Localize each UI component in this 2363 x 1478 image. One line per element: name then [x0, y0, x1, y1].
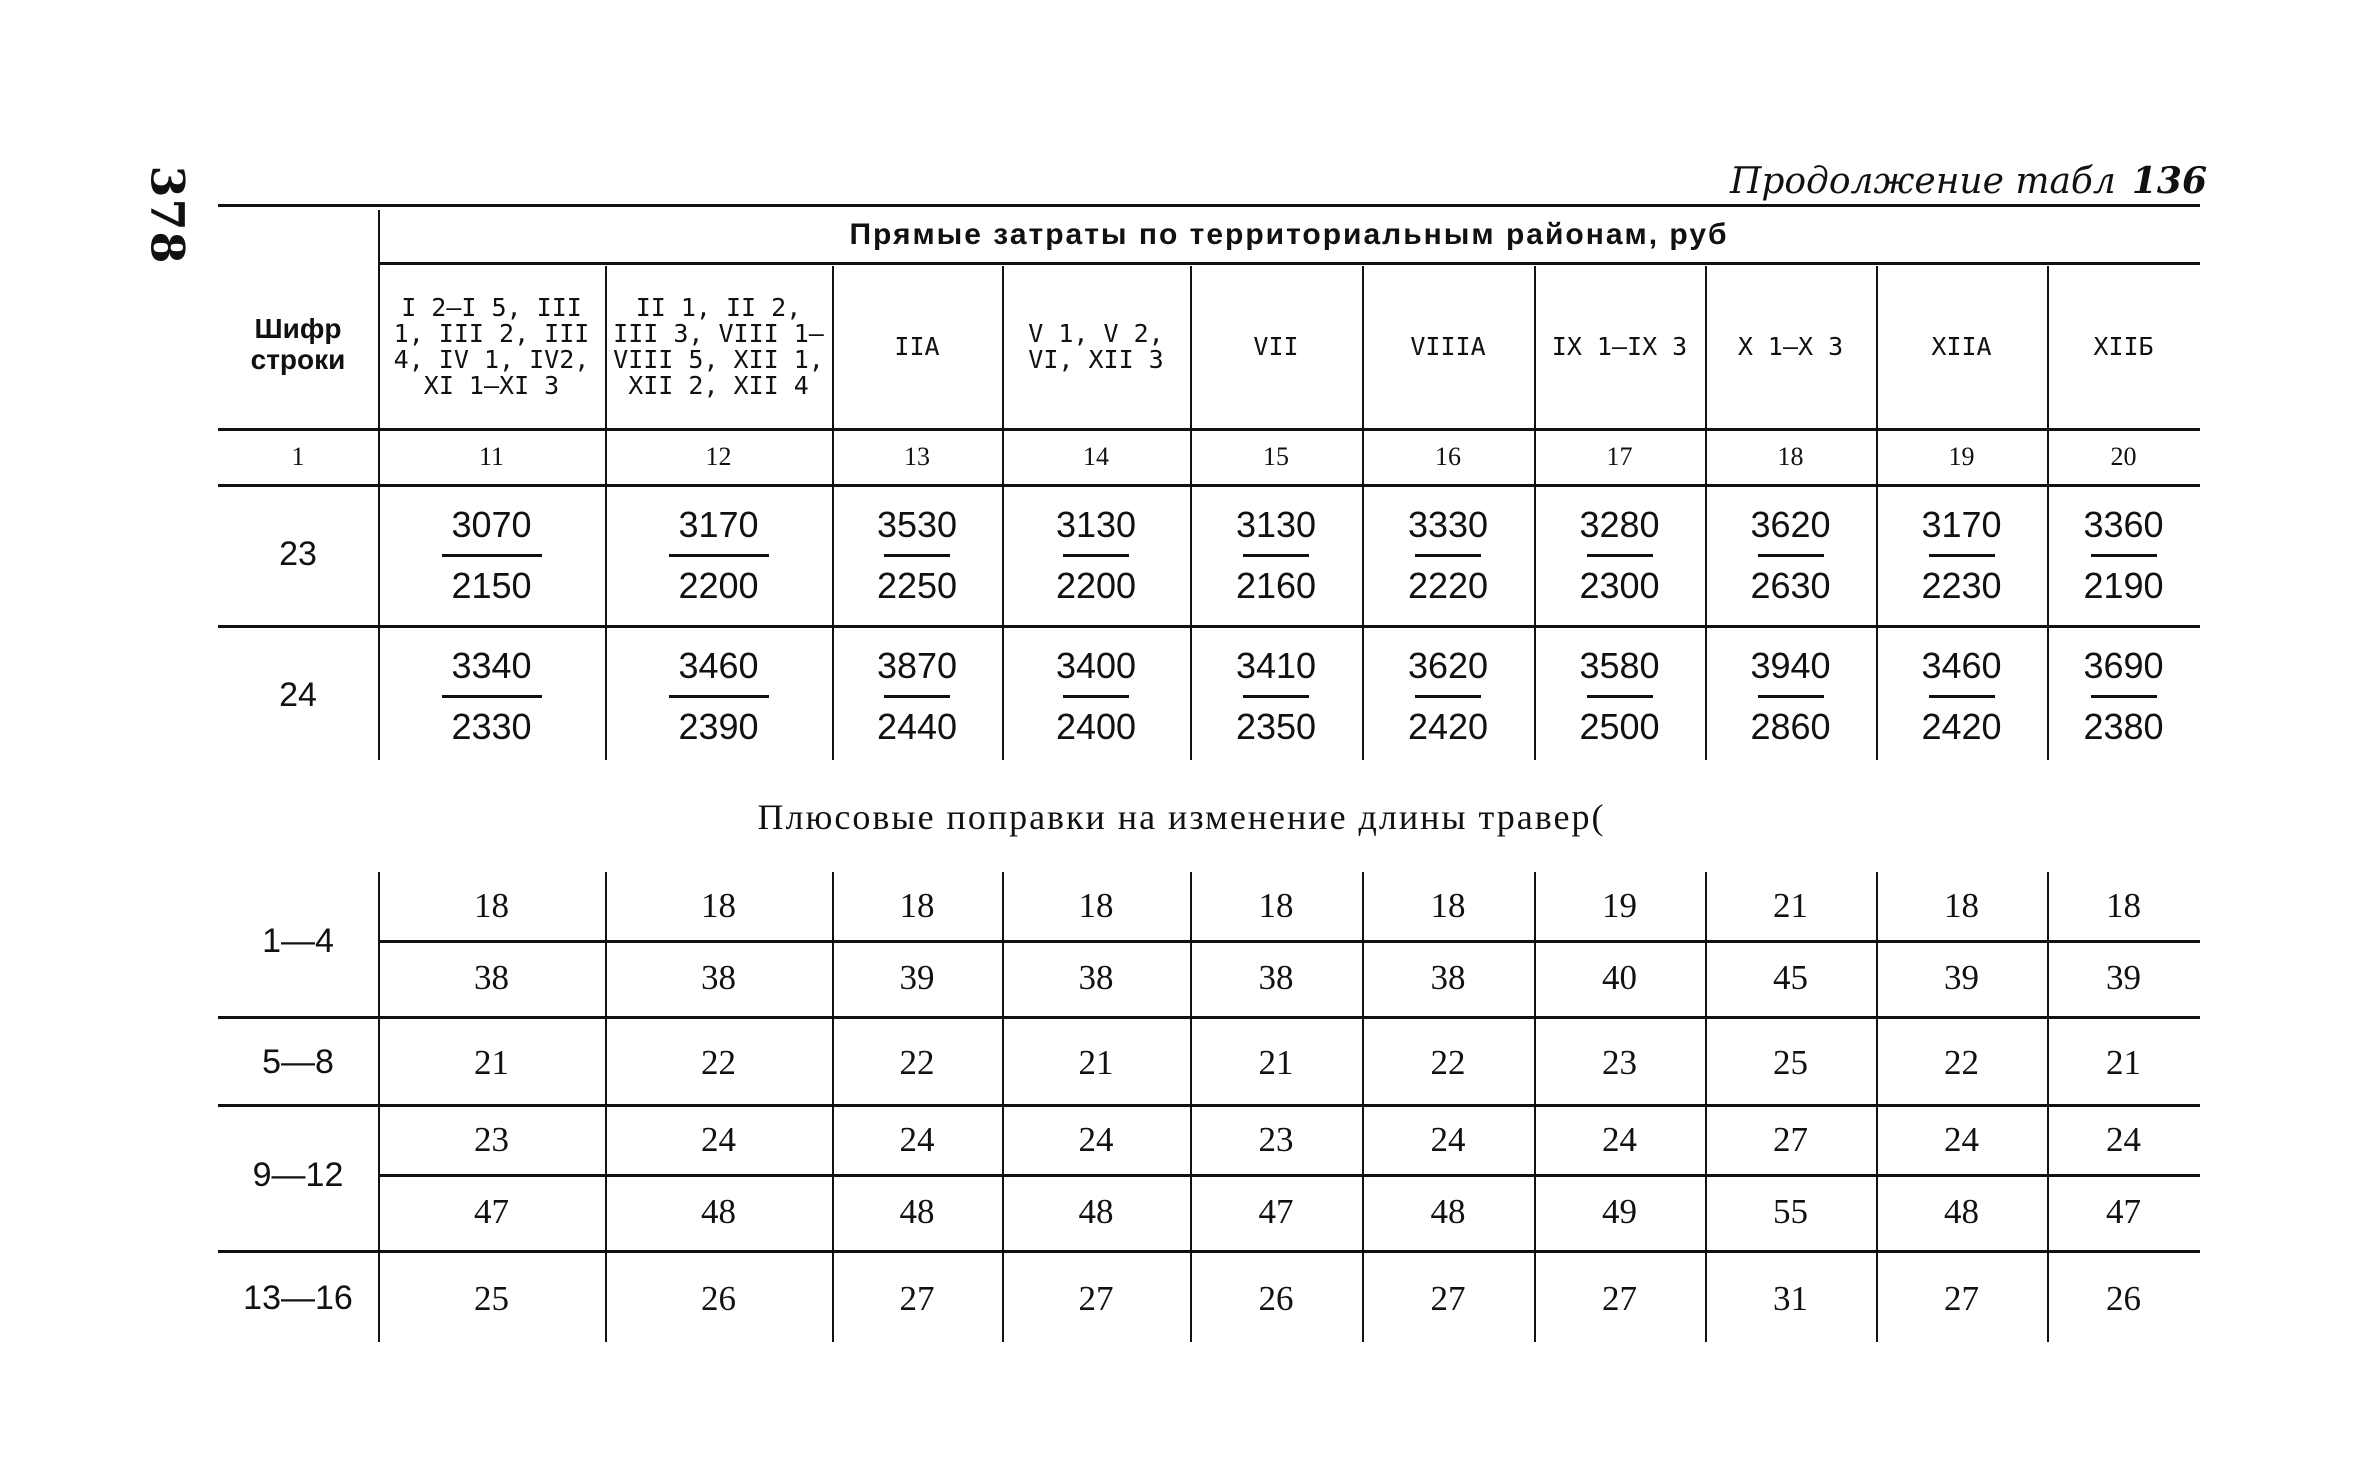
correction-value: 48	[899, 1191, 935, 1231]
fraction-cell	[2047, 504, 2200, 607]
correction-value: 48	[1430, 1191, 1466, 1231]
row-code: 23	[279, 534, 317, 573]
correction-row-code: 1—4	[262, 922, 334, 961]
correction-value: 26	[701, 1278, 736, 1318]
numerator-value: 3410	[1235, 645, 1317, 686]
column-number: 20	[2110, 442, 2137, 472]
correction-value: 22	[701, 1042, 736, 1082]
column-header: I 2—I 5, III 1, III 2, III 4, IV 1, IV2, XI 1—XI 3	[393, 292, 590, 401]
numerator-value: 3690	[2083, 645, 2164, 686]
correction-value: 21	[474, 1042, 509, 1082]
fraction-cell	[378, 645, 605, 748]
fraction-cell	[832, 645, 1002, 748]
correction-value: 27	[1773, 1119, 1808, 1159]
correction-value: 18	[899, 885, 935, 925]
fraction-cell	[1362, 645, 1534, 748]
correction-value: 38	[1258, 957, 1294, 997]
fraction-cell	[1190, 645, 1362, 748]
correction-value: 39	[1944, 957, 1979, 997]
correction-value: 48	[1944, 1191, 1979, 1231]
column-header: VII	[1253, 331, 1299, 361]
correction-value: 55	[1773, 1191, 1808, 1231]
correction-value: 18	[701, 885, 736, 925]
correction-value: 27	[1944, 1278, 1979, 1318]
column-number: 18	[1777, 442, 1804, 472]
denominator-value: 2350	[1235, 706, 1317, 747]
denominator-value: 2420	[1921, 706, 2002, 747]
numerator-value: 3580	[1579, 645, 1660, 686]
correction-value: 38	[1430, 957, 1466, 997]
corrections-subtitle: Плюсовые поправки на изменение длины травер(	[757, 797, 1606, 837]
denominator-value: 2390	[678, 706, 759, 747]
row-code: 24	[279, 675, 317, 714]
correction-value: 18	[2106, 885, 2141, 925]
correction-value: 24	[899, 1119, 935, 1159]
numerator-value: 3170	[678, 504, 759, 545]
correction-value: 23	[1602, 1042, 1637, 1082]
fraction-cell	[605, 645, 832, 748]
denominator-value: 2420	[1407, 706, 1489, 747]
rule-line	[218, 428, 2200, 431]
correction-value: 24	[1602, 1119, 1637, 1159]
page-number: 378	[140, 165, 195, 265]
column-header: XIIA	[1931, 331, 1992, 361]
fraction-cell	[1002, 504, 1190, 607]
denominator-value: 2200	[678, 565, 759, 606]
column-number: 17	[1606, 442, 1633, 472]
correction-value: 25	[474, 1278, 509, 1318]
denominator-value: 2250	[876, 565, 958, 606]
correction-value: 47	[474, 1191, 509, 1231]
column-divider	[1002, 872, 1004, 1342]
continuation-header	[1730, 160, 2207, 202]
numerator-value: 3130	[1055, 504, 1137, 545]
fraction-cell	[1876, 645, 2047, 748]
denominator-value: 2150	[451, 565, 532, 606]
fraction-cell	[1534, 645, 1705, 748]
correction-value: 24	[1430, 1119, 1466, 1159]
numerator-value: 3620	[1407, 645, 1489, 686]
correction-value: 27	[899, 1278, 935, 1318]
numerator-value: 3340	[451, 645, 532, 686]
correction-value: 23	[474, 1119, 509, 1159]
correction-value: 18	[1258, 885, 1294, 925]
correction-value: 22	[1944, 1042, 1979, 1082]
correction-value: 23	[1258, 1119, 1294, 1159]
column-header: X 1—X 3	[1737, 331, 1844, 361]
numerator-value: 3940	[1750, 645, 1831, 686]
correction-value: 25	[1773, 1042, 1808, 1082]
fraction-cell	[832, 504, 1002, 607]
column-divider	[1362, 872, 1364, 1342]
fraction-cell	[1534, 504, 1705, 607]
correction-value: 18	[1944, 885, 1979, 925]
denominator-value: 2190	[2083, 565, 2164, 606]
column-header: V 1, V 2, VI, XII 3	[1028, 318, 1164, 374]
column-number: 14	[1083, 442, 1109, 472]
correction-value: 27	[1602, 1278, 1637, 1318]
denominator-value: 2330	[451, 706, 532, 747]
denominator-value: 2160	[1235, 565, 1317, 606]
correction-value: 21	[2106, 1042, 2141, 1082]
correction-row-code: 5—8	[262, 1043, 334, 1082]
correction-value: 49	[1602, 1191, 1637, 1231]
rule-line	[378, 262, 2200, 265]
correction-value: 45	[1773, 957, 1808, 997]
correction-value: 21	[1078, 1042, 1114, 1082]
correction-value: 38	[1078, 957, 1114, 997]
correction-value: 47	[2106, 1191, 2141, 1231]
fraction-cell	[605, 504, 832, 607]
denominator-value: 2200	[1055, 565, 1137, 606]
correction-value: 27	[1078, 1278, 1114, 1318]
numerator-value: 3280	[1579, 504, 1660, 545]
correction-value: 24	[2106, 1119, 2141, 1159]
correction-value: 39	[2106, 957, 2141, 997]
rule-line	[218, 1016, 2200, 1019]
column-divider	[1534, 872, 1536, 1342]
column-divider	[832, 872, 834, 1342]
column-header: II 1, II 2, III 3, VIII 1— VIII 5, XII 1, XII 2, XII 4	[613, 292, 824, 401]
numerator-value: 3400	[1055, 645, 1137, 686]
column-header: IIA	[894, 331, 940, 361]
correction-value: 47	[1258, 1191, 1294, 1231]
correction-value: 18	[1078, 885, 1114, 925]
correction-value: 39	[899, 957, 935, 997]
denominator-value: 2380	[2083, 706, 2164, 747]
column-divider	[605, 872, 607, 1342]
correction-row-code: 9—12	[252, 1156, 344, 1195]
fraction-cell	[1362, 504, 1534, 607]
column-number: 12	[705, 442, 732, 472]
column-divider	[2047, 872, 2049, 1342]
table-number: 136	[2131, 160, 2207, 202]
row-code-header: Шифр строки	[250, 313, 346, 375]
rule-line	[218, 1250, 2200, 1253]
group-header: Прямые затраты по территориальным районам, руб	[849, 218, 1729, 252]
numerator-value: 3330	[1407, 504, 1489, 545]
denominator-value: 2230	[1921, 565, 2002, 606]
numerator-value: 3070	[451, 504, 532, 545]
numerator-value: 3460	[678, 645, 759, 686]
column-number: 15	[1263, 442, 1289, 472]
column-number: 13	[904, 442, 930, 472]
numerator-value: 3130	[1235, 504, 1317, 545]
numerator-value: 3530	[876, 504, 958, 545]
fraction-cell	[378, 504, 605, 607]
correction-value: 24	[1944, 1119, 1979, 1159]
denominator-value: 2400	[1055, 706, 1137, 747]
denominator-value: 2300	[1579, 565, 1660, 606]
column-divider	[1876, 872, 1878, 1342]
correction-value: 40	[1602, 957, 1637, 997]
denominator-value: 2500	[1579, 706, 1660, 747]
fraction-cell	[1190, 504, 1362, 607]
fraction-cell	[1705, 645, 1876, 748]
denominator-value: 2860	[1750, 706, 1831, 747]
correction-value: 22	[1430, 1042, 1466, 1082]
column-divider	[1705, 872, 1707, 1342]
column-number: 19	[1948, 442, 1975, 472]
correction-value: 48	[701, 1191, 736, 1231]
column-divider	[1190, 872, 1192, 1342]
correction-value: 26	[2106, 1278, 2141, 1318]
numerator-value: 3620	[1750, 504, 1831, 545]
rule-line	[218, 484, 2200, 487]
column-number: 16	[1435, 442, 1461, 472]
fraction-cell	[1876, 504, 2047, 607]
correction-value: 21	[1773, 885, 1808, 925]
correction-value: 31	[1773, 1278, 1808, 1318]
correction-value: 24	[701, 1119, 736, 1159]
fraction-cell	[1002, 645, 1190, 748]
column-number: 11	[478, 442, 505, 472]
denominator-value: 2440	[876, 706, 958, 747]
column-header: XIIБ	[2093, 331, 2154, 361]
correction-value: 21	[1258, 1042, 1294, 1082]
correction-value: 38	[474, 957, 509, 997]
denominator-value: 2220	[1407, 565, 1489, 606]
fraction-cell	[1705, 504, 1876, 607]
numerator-value: 3870	[876, 645, 958, 686]
correction-value: 19	[1602, 885, 1637, 925]
denominator-value: 2630	[1750, 565, 1831, 606]
correction-value: 27	[1430, 1278, 1466, 1318]
rule-line	[218, 625, 2200, 628]
continuation-label: Продолжение табл	[1729, 161, 2116, 202]
column-header: IX 1—IX 3	[1551, 331, 1688, 361]
correction-value: 38	[701, 957, 736, 997]
correction-row-code: 13—16	[243, 1279, 353, 1318]
correction-value: 48	[1078, 1191, 1114, 1231]
correction-value: 22	[899, 1042, 935, 1082]
numerator-value: 3460	[1921, 645, 2002, 686]
rule-line	[218, 204, 2200, 207]
column-header: VIIIA	[1410, 331, 1486, 361]
fraction-cell	[2047, 645, 2200, 748]
correction-value: 24	[1078, 1119, 1114, 1159]
column-divider	[378, 872, 380, 1342]
correction-value: 26	[1258, 1278, 1294, 1318]
column-number: 1	[291, 442, 305, 472]
numerator-value: 3360	[2083, 504, 2164, 545]
correction-value: 18	[474, 885, 509, 925]
numerator-value: 3170	[1921, 504, 2002, 545]
correction-value: 18	[1430, 885, 1466, 925]
